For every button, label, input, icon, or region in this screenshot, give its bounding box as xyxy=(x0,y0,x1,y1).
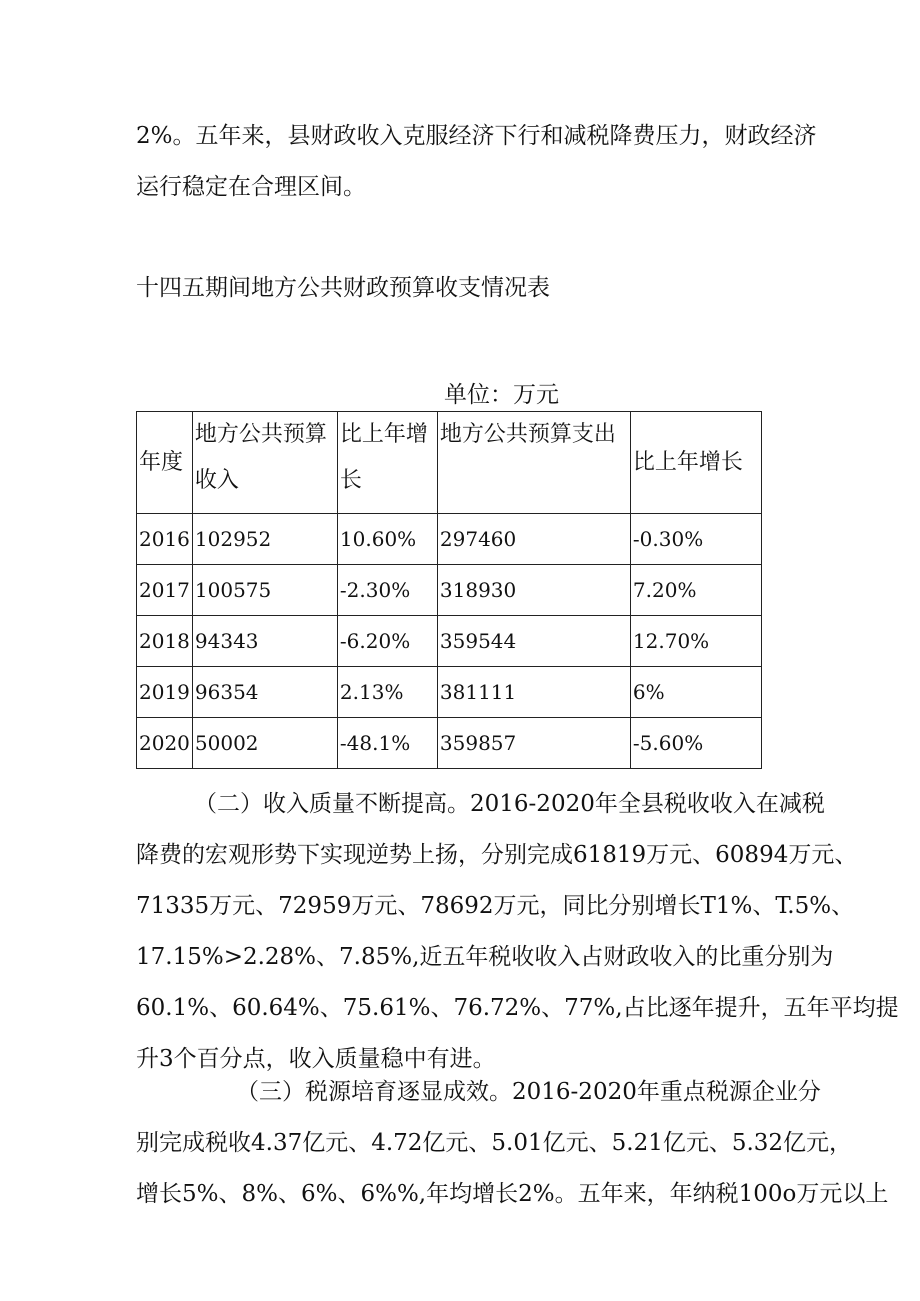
cell-expenditure: 318930 xyxy=(437,565,630,616)
cell-revenue-growth: -48.1% xyxy=(337,718,437,769)
paragraph-line: 71335万元、72959万元、78692万元，同比分别增长T1%、T.5%、 xyxy=(136,893,855,919)
cell-revenue: 94343 xyxy=(192,616,337,667)
header-expenditure: 地方公共预算支出 xyxy=(437,412,630,514)
paragraph-line: （三）税源培育逐显成效。2016-2020年重点税源企业分 xyxy=(236,1079,821,1105)
cell-expenditure-growth: -5.60% xyxy=(630,718,761,769)
header-expenditure-growth: 比上年增长 xyxy=(630,412,761,514)
table-row xyxy=(137,667,762,718)
table-title: 十四五期间地方公共财政预算收支情况表 xyxy=(136,275,550,301)
cell-year: 2017 xyxy=(137,565,193,616)
header-revenue: 地方公共预算收入 xyxy=(192,412,337,514)
table-header-row xyxy=(137,412,762,514)
cell-year: 2020 xyxy=(137,718,193,769)
paragraph-line: 17.15%>2.28%、7.85%,近五年税收收入占财政收入的比重分别为 xyxy=(136,944,834,970)
cell-expenditure-growth: 12.70% xyxy=(630,616,761,667)
cell-year: 2019 xyxy=(137,667,193,718)
paragraph-line: 2%。五年来，县财政收入克服经济下行和减税降费压力，财政经济 xyxy=(136,123,817,149)
paragraph-tax-source xyxy=(136,1067,889,1220)
paragraph-line: 增长5%、8%、6%、6%%,年均增长2%。五年来，年纳税100o万元以上 xyxy=(136,1181,889,1207)
cell-revenue-growth: 2.13% xyxy=(337,667,437,718)
header-revenue-growth: 比上年增长 xyxy=(337,412,437,514)
cell-expenditure-growth: -0.30% xyxy=(630,514,761,565)
table-row xyxy=(137,514,762,565)
table-row xyxy=(137,616,762,667)
cell-revenue: 50002 xyxy=(192,718,337,769)
unit-label: 单位：万元 xyxy=(444,382,559,408)
paragraph-intro xyxy=(136,111,817,213)
paragraph-line: （二）收入质量不断提高。2016-2020年全县税收收入在减税 xyxy=(194,791,825,817)
cell-expenditure-growth: 7.20% xyxy=(630,565,761,616)
cell-revenue: 96354 xyxy=(192,667,337,718)
cell-expenditure: 359857 xyxy=(437,718,630,769)
cell-year: 2018 xyxy=(137,616,193,667)
paragraph-line: 别完成税收4.37亿元、4.72亿元、5.01亿元、5.21亿元、5.32亿元， xyxy=(136,1130,853,1156)
budget-table xyxy=(136,411,762,769)
cell-revenue-growth: -2.30% xyxy=(337,565,437,616)
cell-expenditure: 297460 xyxy=(437,514,630,565)
cell-revenue-growth: -6.20% xyxy=(337,616,437,667)
table-row xyxy=(137,718,762,769)
table-row xyxy=(137,565,762,616)
cell-expenditure-growth: 6% xyxy=(630,667,761,718)
header-year: 年度 xyxy=(137,412,193,514)
cell-revenue: 102952 xyxy=(192,514,337,565)
cell-year: 2016 xyxy=(137,514,193,565)
cell-revenue-growth: 10.60% xyxy=(337,514,437,565)
paragraph-income-quality xyxy=(136,779,899,1085)
cell-expenditure: 381111 xyxy=(437,667,630,718)
cell-revenue: 100575 xyxy=(192,565,337,616)
paragraph-line: 60.1%、60.64%、75.61%、76.72%、77%,占比逐年提升，五年平均提 xyxy=(136,995,899,1021)
cell-expenditure: 359544 xyxy=(437,616,630,667)
paragraph-line: 降费的宏观形势下实现逆势上扬，分别完成61819万元、60894万元、 xyxy=(136,842,858,868)
paragraph-line: 运行稳定在合理区间。 xyxy=(136,174,366,200)
paragraph-line: 升3个百分点，收入质量稳中有进。 xyxy=(136,1046,496,1072)
